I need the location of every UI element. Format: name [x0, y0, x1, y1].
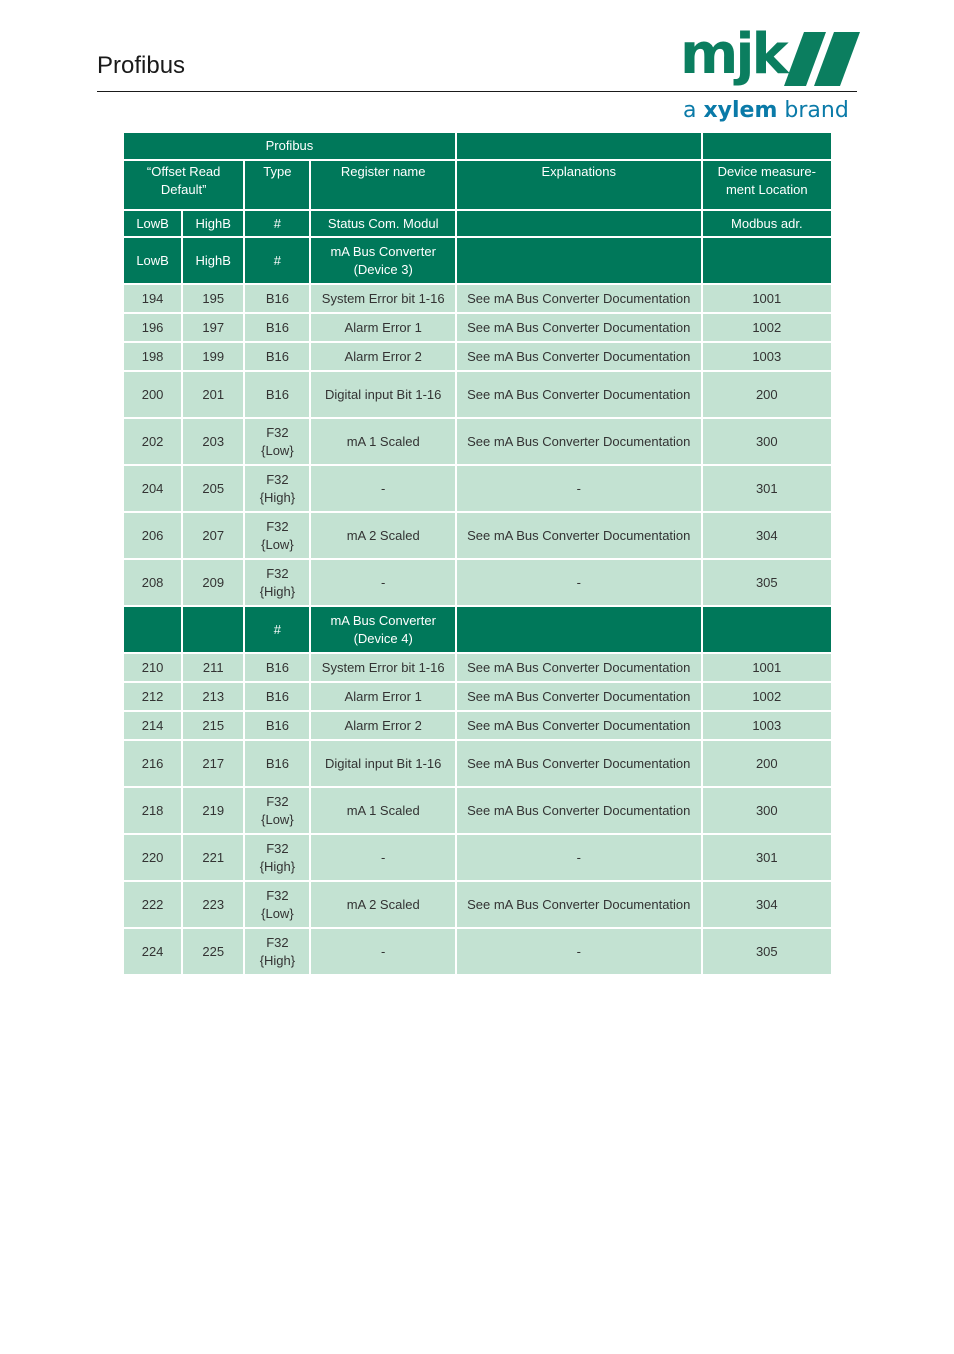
cell-highb: 213: [183, 683, 243, 710]
cell-modbus: 304: [703, 882, 831, 927]
cell-lowb: 218: [124, 788, 181, 833]
cell-highb: 225: [183, 929, 243, 974]
table-row: [124, 882, 831, 927]
cell-modbus: 200: [703, 741, 831, 786]
table-title: Profibus: [124, 133, 455, 159]
column-header-row: [124, 161, 831, 209]
cell-highb: 215: [183, 712, 243, 739]
table-row: [124, 835, 831, 880]
cell-modbus: 1003: [703, 712, 831, 739]
profibus-register-table: [122, 131, 833, 976]
cell-type: F32 {High}: [245, 466, 309, 511]
cell-type: F32 {High}: [245, 835, 309, 880]
cell-modbus: 305: [703, 929, 831, 974]
cell-type: B16: [245, 712, 309, 739]
table-row: [124, 466, 831, 511]
cell-register: -: [311, 560, 454, 605]
cell-highb: 219: [183, 788, 243, 833]
table-row: [124, 285, 831, 312]
cell-register: mA 2 Scaled: [311, 882, 454, 927]
cell-explanation: See mA Bus Converter Documentation: [457, 419, 701, 464]
cell-lowb: 222: [124, 882, 181, 927]
cell-highb: 207: [183, 513, 243, 558]
units-type: #: [245, 211, 309, 236]
cell-lowb: 202: [124, 419, 181, 464]
cell-type: F32 {Low}: [245, 513, 309, 558]
cell-explanation: -: [457, 560, 701, 605]
cell-explanation: See mA Bus Converter Documentation: [457, 285, 701, 312]
cell-register: mA 2 Scaled: [311, 513, 454, 558]
cell-modbus: 300: [703, 419, 831, 464]
cell-lowb: 208: [124, 560, 181, 605]
device4-header-location: [703, 607, 831, 652]
device3-header-row: [124, 238, 831, 283]
device3-header-register: mA Bus Converter (Device 3): [311, 238, 454, 283]
cell-lowb: 214: [124, 712, 181, 739]
cell-type: B16: [245, 683, 309, 710]
cell-modbus: 301: [703, 835, 831, 880]
device3-header-explanations: [457, 238, 701, 283]
table-row: [124, 741, 831, 786]
table-title-blank: [703, 133, 831, 159]
cell-modbus: 1003: [703, 343, 831, 370]
cell-modbus: 1001: [703, 285, 831, 312]
cell-register: Digital input Bit 1-16: [311, 741, 454, 786]
cell-register: System Error bit 1-16: [311, 285, 454, 312]
device3-header-location: [703, 238, 831, 283]
units-lowb: LowB: [124, 211, 181, 236]
cell-register: -: [311, 835, 454, 880]
units-explanations: [457, 211, 701, 236]
cell-highb: 199: [183, 343, 243, 370]
cell-register: mA 1 Scaled: [311, 788, 454, 833]
cell-highb: 209: [183, 560, 243, 605]
logo-slashes-icon: [784, 32, 860, 86]
cell-explanation: -: [457, 466, 701, 511]
device4-header-register: mA Bus Converter (Device 4): [311, 607, 454, 652]
logo-wordmark: mjk: [680, 22, 786, 87]
table-row: [124, 712, 831, 739]
header-type: Type: [245, 161, 309, 209]
device4-header-highb: [183, 607, 243, 652]
cell-lowb: 198: [124, 343, 181, 370]
cell-type: B16: [245, 314, 309, 341]
device4-header-explanations: [457, 607, 701, 652]
cell-explanation: See mA Bus Converter Documentation: [457, 741, 701, 786]
cell-explanation: See mA Bus Converter Documentation: [457, 513, 701, 558]
table-title-blank: [457, 133, 701, 159]
units-location: Modbus adr.: [703, 211, 831, 236]
cell-modbus: 200: [703, 372, 831, 417]
header-location: Device measure-ment Location: [703, 161, 831, 209]
table-row: [124, 788, 831, 833]
cell-lowb: 206: [124, 513, 181, 558]
cell-type: F32 {High}: [245, 560, 309, 605]
cell-highb: 205: [183, 466, 243, 511]
cell-explanation: See mA Bus Converter Documentation: [457, 683, 701, 710]
cell-type: B16: [245, 654, 309, 681]
units-register: Status Com. Modul: [311, 211, 454, 236]
cell-explanation: See mA Bus Converter Documentation: [457, 712, 701, 739]
cell-explanation: See mA Bus Converter Documentation: [457, 882, 701, 927]
cell-register: System Error bit 1-16: [311, 654, 454, 681]
cell-highb: 217: [183, 741, 243, 786]
cell-lowb: 194: [124, 285, 181, 312]
cell-explanation: See mA Bus Converter Documentation: [457, 314, 701, 341]
cell-modbus: 300: [703, 788, 831, 833]
cell-lowb: 210: [124, 654, 181, 681]
cell-explanation: See mA Bus Converter Documentation: [457, 788, 701, 833]
cell-highb: 211: [183, 654, 243, 681]
cell-modbus: 304: [703, 513, 831, 558]
cell-modbus: 1001: [703, 654, 831, 681]
cell-modbus: 1002: [703, 683, 831, 710]
cell-highb: 203: [183, 419, 243, 464]
cell-explanation: See mA Bus Converter Documentation: [457, 372, 701, 417]
table-row: [124, 654, 831, 681]
cell-type: F32 {High}: [245, 929, 309, 974]
cell-type: F32 {Low}: [245, 419, 309, 464]
cell-lowb: 216: [124, 741, 181, 786]
cell-modbus: 301: [703, 466, 831, 511]
table-row: [124, 372, 831, 417]
cell-lowb: 224: [124, 929, 181, 974]
mjk-xylem-logo: [678, 22, 860, 130]
cell-explanation: See mA Bus Converter Documentation: [457, 343, 701, 370]
table-row: [124, 513, 831, 558]
cell-type: F32 {Low}: [245, 882, 309, 927]
cell-lowb: 196: [124, 314, 181, 341]
header-register: Register name: [311, 161, 454, 209]
cell-highb: 201: [183, 372, 243, 417]
table-row: [124, 683, 831, 710]
header-explanations: Explanations: [457, 161, 701, 209]
cell-type: B16: [245, 343, 309, 370]
device4-header-row: [124, 607, 831, 652]
table-row: [124, 560, 831, 605]
cell-register: mA 1 Scaled: [311, 419, 454, 464]
device4-header-lowb: [124, 607, 181, 652]
cell-explanation: -: [457, 929, 701, 974]
units-highb: HighB: [183, 211, 243, 236]
device3-header-highb: HighB: [183, 238, 243, 283]
device4-header-type: #: [245, 607, 309, 652]
cell-highb: 221: [183, 835, 243, 880]
cell-explanation: -: [457, 835, 701, 880]
units-row: [124, 211, 831, 236]
cell-highb: 195: [183, 285, 243, 312]
cell-highb: 197: [183, 314, 243, 341]
device3-header-lowb: LowB: [124, 238, 181, 283]
cell-register: Alarm Error 1: [311, 314, 454, 341]
cell-register: Alarm Error 2: [311, 343, 454, 370]
cell-lowb: 212: [124, 683, 181, 710]
table-row: [124, 314, 831, 341]
cell-explanation: See mA Bus Converter Documentation: [457, 654, 701, 681]
cell-register: -: [311, 466, 454, 511]
cell-lowb: 204: [124, 466, 181, 511]
cell-highb: 223: [183, 882, 243, 927]
header-offset: “Offset Read Default”: [124, 161, 243, 209]
page-title: Profibus: [97, 52, 186, 79]
cell-lowb: 220: [124, 835, 181, 880]
cell-lowb: 200: [124, 372, 181, 417]
device3-header-type: #: [245, 238, 309, 283]
cell-register: Alarm Error 2: [311, 712, 454, 739]
table-row: [124, 343, 831, 370]
cell-type: B16: [245, 372, 309, 417]
cell-register: -: [311, 929, 454, 974]
cell-modbus: 305: [703, 560, 831, 605]
table-row: [124, 929, 831, 974]
cell-modbus: 1002: [703, 314, 831, 341]
cell-register: Alarm Error 1: [311, 683, 454, 710]
table-row: [124, 419, 831, 464]
cell-type: B16: [245, 285, 309, 312]
logo-tagline: a xylem brand: [683, 98, 849, 123]
table-title-row: [124, 133, 831, 159]
cell-type: F32 {Low}: [245, 788, 309, 833]
cell-register: Digital input Bit 1-16: [311, 372, 454, 417]
cell-type: B16: [245, 741, 309, 786]
